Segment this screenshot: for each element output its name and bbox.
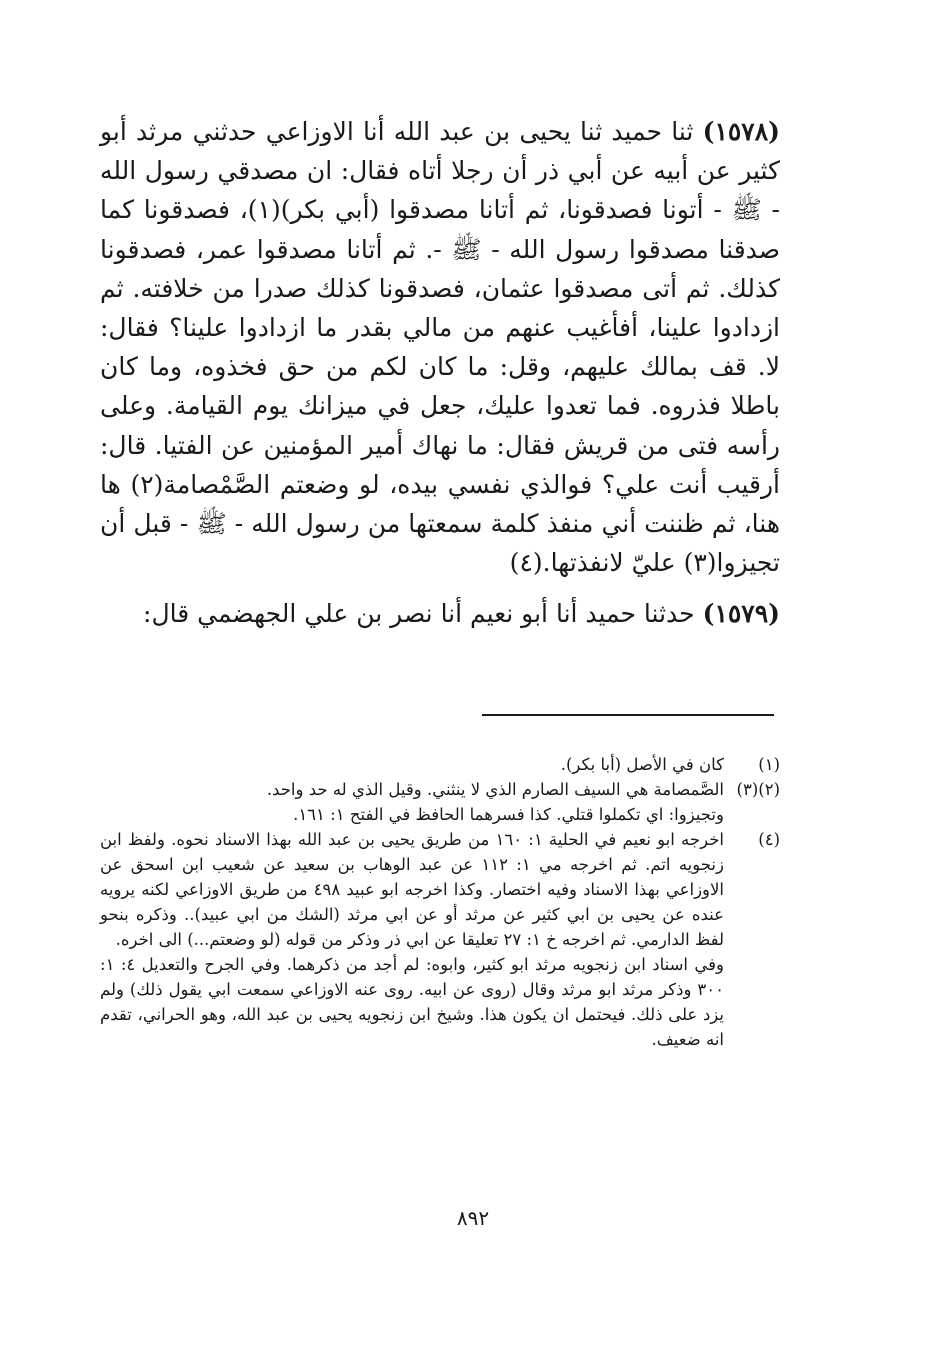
footnote-text: وتجيزوا: اي تكملوا قتلي. كذا فسرهما الحافظ في الفتح ١: ١٦١. bbox=[293, 805, 724, 824]
footnote-text: وفي اسناد ابن زنجويه مرثد ابو كثير، وابوه: لم أجد من ذكرهما. وفي الجرح والتعديل ٤: ١: ٣٠٠ وذكر مرثد ابو مرثد وقال (روى عن ابيه. روى عنه الاوزاعي سمعت ابي يقول ذلك) ولم يزد على ذلك. فيحتمل ان يكون هذا. وشيخ ابن زنجويه يحيى بن عبد الله، وهو الحراني، تقدم انه ضعيف. bbox=[100, 955, 724, 1049]
footnote-mark: (٤) bbox=[758, 830, 780, 849]
hadith-number: (١٥٧٨) bbox=[702, 117, 780, 146]
main-text bbox=[100, 112, 780, 634]
hadith-paragraph bbox=[100, 112, 780, 582]
footnote-body bbox=[100, 827, 724, 1052]
footnote-divider bbox=[482, 714, 774, 716]
footnote-body bbox=[100, 777, 724, 827]
page-number: ٨٩٢ bbox=[456, 1206, 490, 1230]
footnote-mark: (١) bbox=[758, 755, 780, 774]
hadith-text: حدثنا حميد أنا أبو نعيم أنا نصر بن علي الجهضمي قال: bbox=[143, 599, 695, 629]
footnote bbox=[100, 827, 780, 1052]
hadith-paragraph bbox=[100, 594, 780, 633]
hadith-text: ثنا حميد ثنا يحيى بن عبد الله أنا الاوزاعي حدثني مرثد أبو كثير عن أبيه عن أبي ذر أن رجلا أتاه فقال: ان مصدقي رسول الله - ﷺ - أتونا فصدقونا، ثم أتانا مصدقوا (أبي بكر)(١)، فصدقونا كما صدقنا مصدقوا رسول الله - ﷺ -. ثم أتانا مصدقوا عمر، فصدقونا كذلك. ثم أتى مصدقوا عثمان، فصدقونا كذلك صدرا من خلافته. ثم ازدادوا علينا، أفأغيب عنهم من مالي بقدر ما ازدادوا علينا؟ فقال: لا. قف بمالك عليهم، وقل: ما كان لكم من حق فخذوه، وما كان باطلا فذروه. فما تعدوا عليك، جعل في ميزانك يوم القيامة. وعلى رأسه فتى من قريش فقال: ما نهاك أمير المؤمنين عن الفتيا. قال: أرقيب أنت علي؟ فوالذي نفسي بيده، لو وضعتم الصَّمْصامة(٢) ها هنا، ثم ظننت أني منفذ كلمة سمعتها من رسول الله - ﷺ - قبل أن تجيزوا(٣) عليّ لانفذتها.(٤) bbox=[100, 117, 780, 578]
footnote-text: اخرجه ابو نعيم في الحلية ١: ١٦٠ من طريق يحيى بن عبد الله بهذا الاسناد نحوه. ولفظ ابن زنجويه اتم. ثم اخرجه مي ١: ١١٢ عن عبد الوهاب بن سعيد عن شعيب ابن اسحق عن الاوزاعي بهذا الاسناد وفيه اختصار. وكذا اخرجه ابو عبيد ٤٩٨ من طريق الاوزاعي لكنه يرويه عنده عن يحيى بن ابي كثير عن مرثد أو عن ابي مرثد (الشك من ابي عبيد).. وذكره بنحو لفظ الدارمي. ثم اخرجه خ ١: ٢٧ تعليقا عن ابي ذر وذكر من قوله (لو وضعتم...) الى اخره. bbox=[100, 830, 724, 949]
footnote bbox=[100, 752, 780, 777]
footnote-mark: (٢)(٣) bbox=[736, 780, 780, 799]
footnote-text: الصَّمصامة هي السيف الصارم الذي لا ينثني. وقيل الذي له حد واحد. bbox=[266, 780, 724, 799]
footnote-text: كان في الأصل (أبا بكر). bbox=[560, 755, 724, 774]
footnotes bbox=[100, 752, 780, 1052]
footnote-body bbox=[100, 752, 724, 777]
footnote bbox=[100, 777, 780, 827]
hadith-number: (١٥٧٩) bbox=[702, 599, 780, 629]
